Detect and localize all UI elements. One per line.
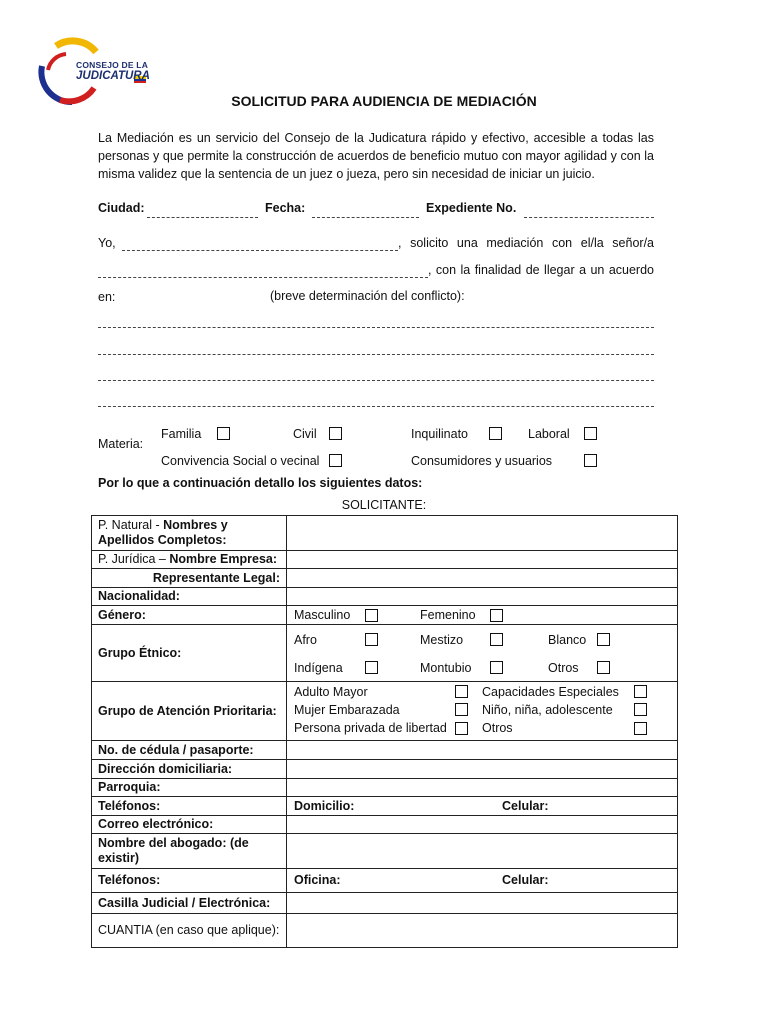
grupo-atencion-options-cell [287,682,678,741]
solicitante-table [91,515,678,948]
adulto-mayor-checkbox[interactable] [455,685,468,698]
genero-options-cell [287,606,678,625]
solicito-text: , solicito una mediación con el/la señor/a [398,236,654,250]
table-row [92,625,678,682]
parroquia-value-cell[interactable] [287,779,678,797]
grupo-etnico-label: Grupo Étnico: [92,625,287,682]
afro-label: Afro [294,633,317,647]
embarazada-label: Mujer Embarazada [294,703,400,717]
cedula-value-cell[interactable] [287,741,678,760]
materia-laboral-label: Laboral [528,427,570,441]
document-title: SOLICITUD PARA AUDIENCIA DE MEDIACIÓN [231,93,537,109]
femenino-checkbox[interactable] [490,609,503,622]
conflicto-line-1[interactable] [98,327,654,328]
adulto-mayor-label: Adulto Mayor [294,685,368,699]
masculino-checkbox[interactable] [365,609,378,622]
table-row [92,869,678,893]
materia-consumidores-checkbox[interactable] [584,454,597,467]
oficina-label: Oficina: [294,873,341,887]
representante-value-cell[interactable] [287,569,678,588]
juridica-value-cell[interactable] [287,551,678,569]
materia-inquilinato-checkbox[interactable] [489,427,502,440]
cuantia-value-cell[interactable] [287,914,678,948]
expediente-field[interactable] [524,217,654,218]
juridica-label-cell [92,551,287,569]
yo-label: Yo, [98,236,116,250]
intro-paragraph: La Mediación es un servicio del Consejo de la Judicatura rápido y efectivo, accesible a todas las personas y que permite la construcción de acuerdos de beneficio mutuo con mayor agilidad y con la misma validez que la sentencia de un juez o jueza, pero sin necesidad de iniciar un juicio. [98,131,654,181]
solicitante-heading: SOLICITANTE: [341,498,427,512]
ciudad-label: Ciudad: [98,201,145,215]
natural-prefix: P. Natural - [98,518,164,532]
materia-civil-label: Civil [293,427,317,441]
otros-atencion-label: Otros [482,721,513,735]
natural-name-label: Nombres y Apellidos Completos: [98,518,228,547]
natural-label-cell [92,516,287,551]
fecha-field[interactable] [312,217,419,218]
abogado-label: Nombre del abogado: (de existir) [92,834,287,869]
table-row [92,516,678,551]
materia-inquilinato-label: Inquilinato [411,427,468,441]
capacidades-label: Capacidades Especiales [482,685,619,699]
table-row [92,682,678,741]
table-row [92,551,678,569]
table-row [92,816,678,834]
conflicto-line-2[interactable] [98,354,654,355]
fecha-label: Fecha: [265,201,306,215]
materia-civil-checkbox[interactable] [329,427,342,440]
mestizo-label: Mestizo [420,633,464,647]
grupo-atencion-label: Grupo de Atención Prioritaria: [92,682,287,741]
table-row [92,779,678,797]
indigena-checkbox[interactable] [365,661,378,674]
contraparte-field[interactable] [98,277,428,278]
juridica-prefix: P. Jurídica – [98,552,170,566]
casilla-value-cell[interactable] [287,893,678,914]
en-label: en: [98,290,116,304]
materia-label: Materia: [98,437,144,451]
juridica-empresa-label: Nombre Empresa: [169,552,278,566]
table-row [92,588,678,606]
telefonos-abogado-value-cell[interactable] [287,869,678,893]
blanco-label: Blanco [548,633,587,647]
cedula-label: No. de cédula / pasaporte: [92,741,287,760]
table-row [92,893,678,914]
yo-name-field[interactable] [122,250,398,251]
privada-checkbox[interactable] [455,722,468,735]
telefonos-value-cell[interactable] [287,797,678,816]
correo-value-cell[interactable] [287,816,678,834]
table-row [92,760,678,779]
privada-label: Persona privada de libertad [294,721,447,735]
ciudad-field[interactable] [147,217,258,218]
celular-abogado-label: Celular: [502,873,549,887]
materia-convivencia-label: Convivencia Social o vecinal [161,454,320,468]
capacidades-checkbox[interactable] [634,685,647,698]
materia-familia-checkbox[interactable] [217,427,230,440]
materia-convivencia-checkbox[interactable] [329,454,342,467]
grupo-etnico-options-cell [287,625,678,682]
montubio-label: Montubio [420,661,472,675]
montubio-checkbox[interactable] [490,661,503,674]
nacionalidad-label: Nacionalidad: [92,588,287,606]
table-row [92,834,678,869]
expediente-label: Expediente No. [426,201,517,215]
abogado-value-cell[interactable] [287,834,678,869]
mestizo-checkbox[interactable] [490,633,503,646]
direccion-value-cell[interactable] [287,760,678,779]
conflicto-line-4[interactable] [98,406,654,407]
genero-label: Género: [92,606,287,625]
natural-value-cell[interactable] [287,516,678,551]
representante-label: Representante Legal: [92,569,287,588]
embarazada-checkbox[interactable] [455,703,468,716]
conflicto-line-3[interactable] [98,380,654,381]
continuacion-text: Por lo que a continuación detallo los siguientes datos: [98,476,423,490]
logo-text [76,60,150,82]
finalidad-text: , con la finalidad de llegar a un acuerdo [428,263,654,277]
otros-etnico-checkbox[interactable] [597,661,610,674]
materia-laboral-checkbox[interactable] [584,427,597,440]
otros-etnico-label: Otros [548,661,579,675]
materia-familia-label: Familia [161,427,202,441]
telefonos-abogado-label: Teléfonos: [92,869,287,893]
blanco-checkbox[interactable] [597,633,610,646]
otros-atencion-checkbox[interactable] [634,722,647,735]
materia-consumidores-label: Consumidores y usuarios [411,454,553,468]
domicilio-label: Domicilio: [294,799,355,813]
femenino-label: Femenino [420,608,476,622]
afro-checkbox[interactable] [365,633,378,646]
table-row [92,741,678,760]
telefonos-label: Teléfonos: [92,797,287,816]
table-row [92,606,678,625]
masculino-label: Masculino [294,608,351,622]
direccion-label: Dirección domiciliaria: [92,760,287,779]
logo-line2: JUDICATURA [76,70,150,82]
nino-checkbox[interactable] [634,703,647,716]
table-row [92,914,678,948]
nacionalidad-value-cell[interactable] [287,588,678,606]
celular-label: Celular: [502,799,549,813]
parroquia-label: Parroquia: [92,779,287,797]
casilla-label: Casilla Judicial / Electrónica: [92,893,287,914]
logo-line1: CONSEJO DE LA [76,60,149,70]
indigena-label: Indígena [294,661,343,675]
cuantia-label: CUANTIA (en caso que aplique): [92,914,287,948]
correo-label: Correo electrónico: [92,816,287,834]
table-row [92,797,678,816]
breve-hint: (breve determinación del conflicto): [270,289,465,303]
nino-label: Niño, niña, adolescente [482,703,613,717]
table-row [92,569,678,588]
